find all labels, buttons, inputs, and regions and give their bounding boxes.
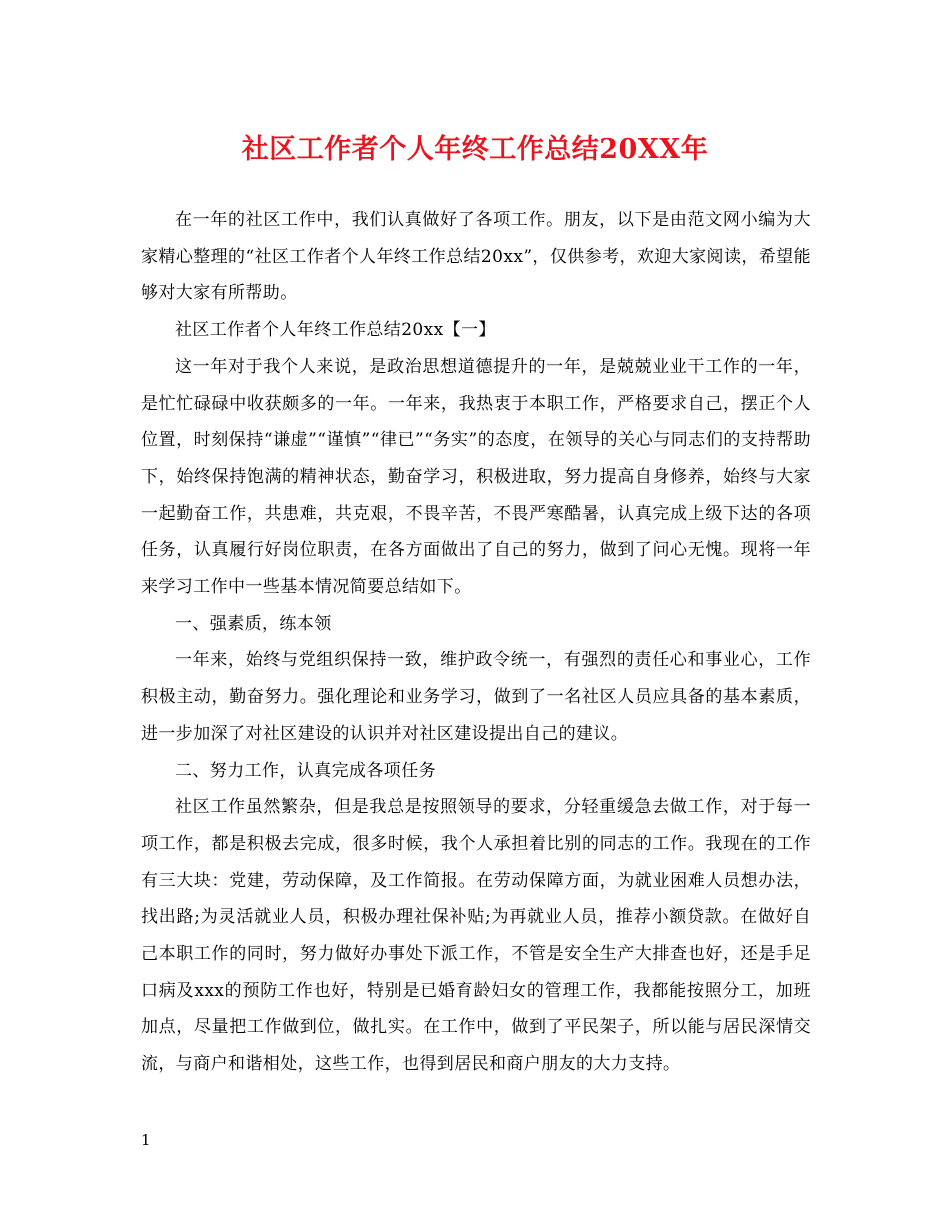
document-body: [141, 202, 811, 1083]
section-heading-part-one: 社区工作者个人年终工作总结20xx【一】: [175, 320, 496, 341]
tasks-paragraph: 社区工作虽然繁杂，但是我总是按照领导的要求，分轻重缓急去做工作，对于每一项工作，都是积极去完成，很多时候，我个人承担着比别的同志的工作。我现在的工作有三大块：党建，劳动保障，及工作简报。在劳动保障方面，为就业困难人员想办法，找出路;为灵活就业人员，积极办理社保补贴;为再就业人员，推荐小额贷款。在做好自己本职工作的同时，努力做好办事处下派工作，不管是安全生产大排查也好，还是手足口病及xxx的预防工作也好，特别是已婚育龄妇女的管理工作，我都能按照分工，加班加点，尽量把工作做到位，做扎实。在工作中，做到了平民架子，所以能与居民深情交流，与商户和谐相处，这些工作，也得到居民和商户朋友的大力支持。: [141, 797, 811, 1075]
subheading-quality: 一、强素质，练本领: [175, 613, 332, 634]
quality-paragraph: 一年来，始终与党组织保持一致，维护政令统一，有强烈的责任心和事业心，工作积极主动，勤奋努力。强化理论和业务学习，做到了一名社区人员应具备的基本素质，进一步加深了对社区建设的认识并对社区建设提出自己的建议。: [141, 650, 811, 744]
page-number: 1: [141, 1131, 151, 1149]
subheading-tasks: 二、努力工作，认真完成各项任务: [175, 760, 436, 781]
intro-paragraph: 在一年的社区工作中，我们认真做好了各项工作。朋友，以下是由范文网小编为大家精心整理的“社区工作者个人年终工作总结20xx”，仅供参考，欢迎大家阅读，希望能够对大家有所帮助。: [141, 210, 811, 304]
overview-paragraph: 这一年对于我个人来说，是政治思想道德提升的一年，是兢兢业业干工作的一年，是忙忙碌碌中收获颇多的一年。一年来，我热衷于本职工作，严格要求自己，摆正个人位置，时刻保持“谦虚”“谨慎”“律已”“务实”的态度，在领导的关心与同志们的支持帮助下，始终保持饱满的精神状态，勤奋学习，积极进取，努力提高自身修养，始终与大家一起勤奋工作，共患难，共克艰，不畏辛苦，不畏严寒酷暑，认真完成上级下达的各项任务，认真履行好岗位职责，在各方面做出了自己的努力，做到了问心无愧。现将一年来学习工作中一些基本情况简要总结如下。: [141, 356, 811, 598]
document-title: 社区工作者个人年终工作总结20XX年: [241, 134, 709, 165]
